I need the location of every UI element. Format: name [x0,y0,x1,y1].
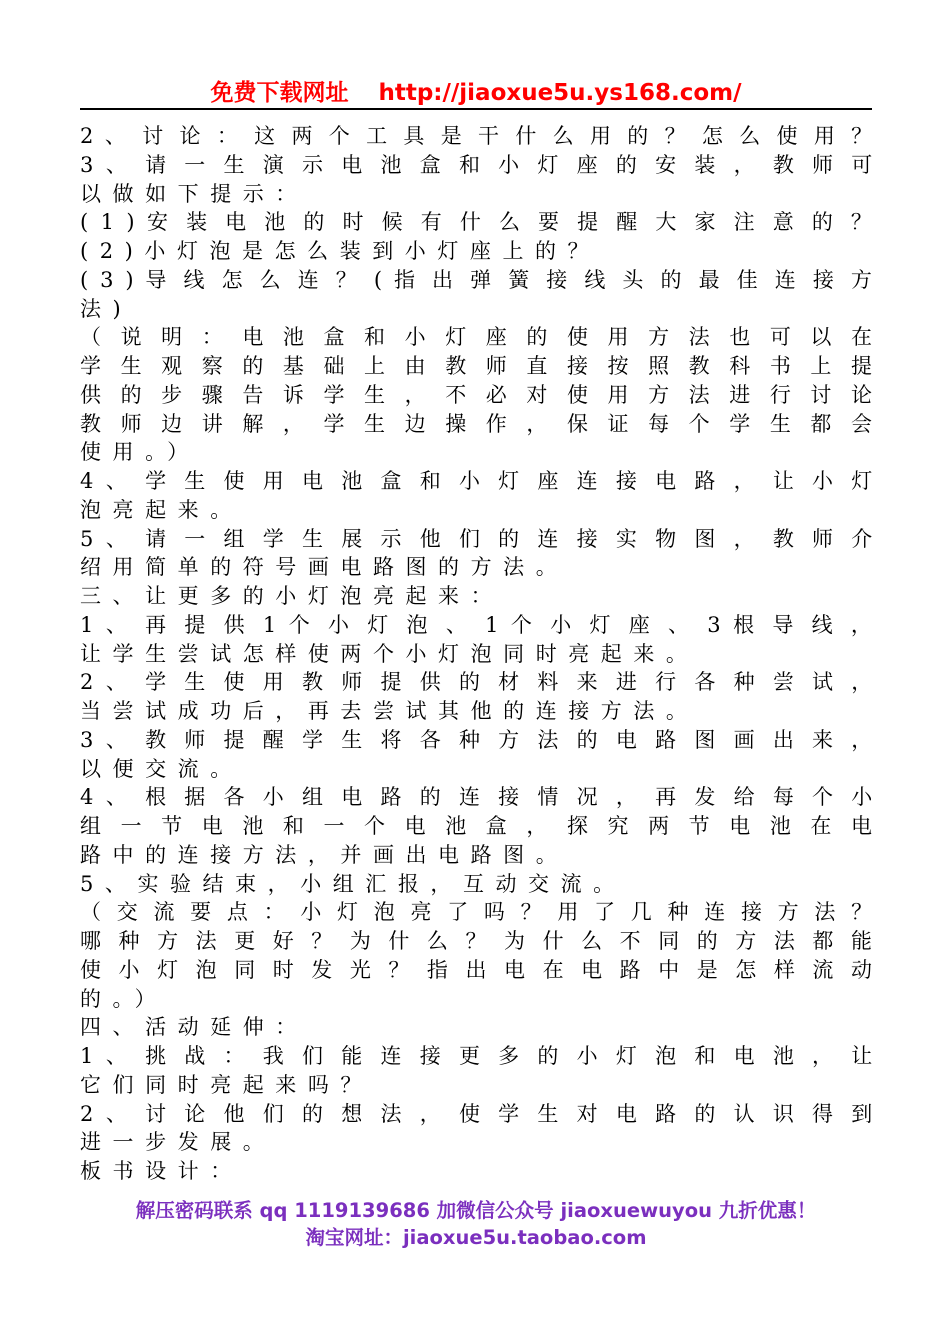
text-line: ( 1 ) 安 装 电 池 的 时 候 有 什 么 要 提 醒 大 家 注 意 的 ？ [80,210,872,235]
footer-shop-line [80,1224,872,1252]
text-line: 法) [80,296,133,321]
text-line: 1 、 再 提 供 1 个 小 灯 泡 、 1 个 小 灯 座 、 3 根 导 线 ， [80,612,872,637]
download-label: 免费下载网址 [210,80,349,106]
text-line: 的。） [80,986,168,1011]
text-line: 1 、 挑 战 ： 我 们 能 连 接 更 多 的 小 灯 泡 和 电 池 ， 让 [80,1044,873,1068]
text-line: 以便交流。 [80,756,243,781]
text-line: (2)小灯泡是怎么装到小灯座上的？ [80,239,601,263]
text-line: 进一步发展。 [80,1130,276,1155]
text-line: 学 生 观 察 的 基 础 上 由 教 师 直 接 按 照 教 科 书 上 提 [80,354,872,378]
text-line: 4 、 学 生 使 用 电 池 盒 和 小 灯 座 连 接 电 路 ， 让 小 灯 [80,469,873,493]
footer-contact-line: 解压密码联系 qq 1119139686 加微信公众号 jiaoxuewuyou 九折优惠！ [135,1199,817,1222]
text-line: 让学生尝试怎样使两个小灯泡同时亮起来。 [80,641,699,666]
text-line: （ 交 流 要 点 ： 小 灯 泡 亮 了 吗 ？ 用 了 几 种 连 接 方 法 ？ [80,900,873,925]
text-line: 组 一 节 电 池 和 一 个 电 池 盒 ， 探 究 两 节 电 池 在 电 [80,814,872,838]
text-line: 5 、 请 一 组 学 生 展 示 他 们 的 连 接 实 物 图 ， 教 师 介 [80,526,873,551]
text-line: 2 、 讨 论 ： 这 两 个 工 具 是 干 什 么 用 的 ？ 怎 么 使 用 ？ [80,124,873,148]
text-line: 路中的连接方法，并画出电路图。 [80,842,569,867]
text-line: 5、实验结束，小组汇报，互动交流。 [80,871,626,896]
footer-shop-url-link[interactable]: jiaoxue5u.taobao.com [402,1226,647,1249]
text-line: 三、让更多的小灯泡亮起来： [80,584,504,608]
text-line: 2 、 讨 论 他 们 的 想 法 ， 使 学 生 对 电 路 的 认 识 得 到 [80,1101,873,1126]
text-line: 四、活动延伸： [80,1015,308,1040]
text-line: 以做如下提示： [80,181,308,206]
text-line: 当尝试成功后，再去尝试其他的连接方法。 [80,699,699,723]
footer-shop-label: 淘宝网址： [305,1226,403,1249]
text-line: 泡亮起来。 [80,497,243,522]
text-line: 3 、 请 一 生 演 示 电 池 盒 和 小 灯 座 的 安 装 ， 教 师 可 [80,152,873,177]
text-line: 绍用简单的符号画电路图的方法。 [80,555,569,580]
text-line: 2 、 学 生 使 用 教 师 提 供 的 材 料 来 进 行 各 种 尝 试 ， [80,670,873,695]
text-line: 供 的 步 骤 告 诉 学 生 ， 不 必 对 使 用 方 法 进 行 讨 论 [80,382,872,407]
text-line: 使用。） [80,440,200,465]
download-header [80,74,872,112]
text-line: 4 、 根 据 各 小 组 电 路 的 连 接 情 况 ， 再 发 给 每 个 小 [80,785,873,810]
text-line: 3 、 教 师 提 醒 学 生 将 各 种 方 法 的 电 路 图 画 出 来 ， [80,727,873,752]
text-line: 使 小 灯 泡 同 时 发 光 ？ 指 出 电 在 电 路 中 是 怎 样 流 动 [80,957,872,982]
download-url-link[interactable]: http://jiaoxue5u.ys168.com/ [378,80,742,106]
text-line: 板书设计： [80,1159,243,1183]
text-line: ( 3 ) 导 线 怎 么 连 ？ ( 指 出 弹 簧 接 线 头 的 最 佳 连 接 方 [80,267,872,292]
text-line: 教 师 边 讲 解 ， 学 生 边 操 作 ， 保 证 每 个 学 生 都 会 [80,411,872,436]
document-body [80,122,872,1186]
header-divider [80,108,872,110]
text-line: 哪 种 方 法 更 好 ？ 为 什 么 ？ 为 什 么 不 同 的 方 法 都 能 [80,929,872,953]
text-line: （ 说 明 ： 电 池 盒 和 小 灯 座 的 使 用 方 法 也 可 以 在 [80,325,872,350]
text-line: 它们同时亮起来吗？ [80,1072,373,1097]
